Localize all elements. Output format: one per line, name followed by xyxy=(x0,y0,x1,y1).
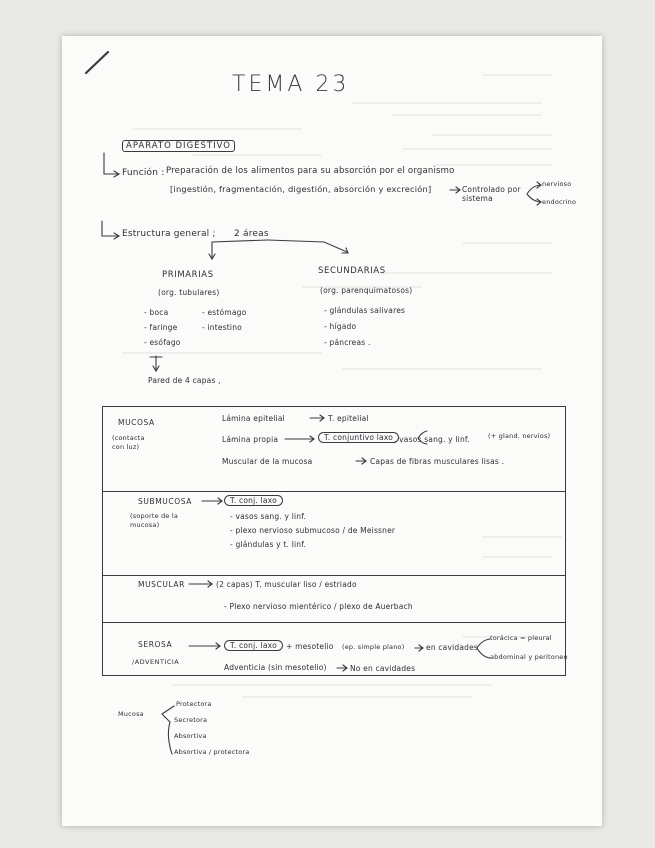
section-box: APARATO DIGESTIVO xyxy=(122,140,235,152)
primarias-title: PRIMARIAS xyxy=(162,270,214,280)
separator-2 xyxy=(103,575,565,576)
submucosa-vasos: - vasos sang. y linf. xyxy=(230,512,307,521)
mucosa-name: MUCOSA xyxy=(118,418,155,427)
tree-to-primarias xyxy=(212,240,268,258)
funcion-label: Función : xyxy=(122,168,165,178)
submucosa-note: (soporte de la mucosa) xyxy=(130,512,179,529)
serosa-cavidades: en cavidades xyxy=(426,643,479,652)
adventicia-name: /ADVENTICIA xyxy=(132,658,180,666)
tree-to-secundarias xyxy=(268,240,347,252)
system-nervioso: nervioso xyxy=(542,180,572,188)
mucosa-gland-note: (+ gland. nervios) xyxy=(488,432,551,440)
primarias-subtitle: (org. tubulares) xyxy=(158,288,220,297)
organ-intestino: - intestino xyxy=(202,323,242,332)
pared-capas: Pared de 4 capas , xyxy=(148,376,221,385)
organ-esofago: - esófago xyxy=(144,338,181,347)
mucosa-t-conjuntivo: T. conjuntivo laxo xyxy=(318,432,399,443)
muscular-plexo: - Plexo nervioso mientérico / plexo de Auerbach xyxy=(224,602,413,611)
muscular-name: MUSCULAR xyxy=(138,580,185,589)
submucosa-glandulas: - glándulas y t. linf. xyxy=(230,540,307,549)
organ-glandulas: - glándulas salivares xyxy=(324,306,406,315)
funcion-line2: [ingestión, fragmentación, digestión, absorción y excreción] xyxy=(170,184,432,194)
cavity-abdominal: abdominal y peritoneo xyxy=(490,653,568,661)
separator-1 xyxy=(103,491,565,492)
organ-estomago: - estómago xyxy=(202,308,247,317)
serosa-epi: (ep. simple plano) xyxy=(342,643,405,651)
cavity-toracica: torácica = pleural xyxy=(490,634,552,642)
secundarias-title: SECUNDARIAS xyxy=(318,266,386,276)
mucosa-vasos: , vasos sang. y linf. xyxy=(394,435,470,444)
mucosa-fibras: Capas de fibras musculares lisas . xyxy=(370,457,505,466)
connector-funcion xyxy=(104,153,118,174)
notebook-page xyxy=(62,36,602,826)
muscular-value: (2 capas) T. muscular liso / estriado xyxy=(216,580,357,589)
submucosa-t-conj: T. conj. laxo xyxy=(224,495,283,506)
mucosa-type-protectora: Protectora xyxy=(176,700,212,708)
mucosa-t-epitelial: T. epitelial xyxy=(328,414,369,423)
pen-slash-mark xyxy=(86,52,108,73)
adventicia-note: No en cavidades xyxy=(350,664,416,673)
arrow-to-pared xyxy=(150,356,162,370)
page-title: TEMA 23 xyxy=(232,72,350,97)
organ-pancreas: - páncreas . xyxy=(324,338,371,347)
mucosa-muscular: Muscular de la mucosa xyxy=(222,457,313,466)
mucosa-types-label: Mucosa xyxy=(118,710,144,718)
mucosa-type-absortiva-protectora: Absortiva / protectora xyxy=(174,748,250,756)
secundarias-subtitle: (org. parenquimatosos) xyxy=(320,286,413,295)
system-endocrino: endocrino xyxy=(542,198,577,206)
submucosa-name: SUBMUCOSA xyxy=(138,497,192,506)
controlled-by: Controlado por sistema xyxy=(462,185,521,203)
adventicia-desc: Adventicia (sin mesotelio) xyxy=(224,663,327,672)
estructura-label: Estructura general ; xyxy=(122,229,216,239)
serosa-mesotelio: + mesotelio xyxy=(286,642,334,651)
mucosa-type-secretora: Secretora xyxy=(174,716,208,724)
organ-faringe: - faringe xyxy=(144,323,178,332)
mucosa-lamina-epitelial: Lámina epitelial xyxy=(222,414,285,423)
organ-higado: - hígado xyxy=(324,322,357,331)
organ-boca: - boca xyxy=(144,308,169,317)
mucosa-lamina-propia: Lámina propia xyxy=(222,435,279,444)
separator-3 xyxy=(103,622,565,623)
serosa-name: SEROSA xyxy=(138,640,173,649)
serosa-t-conj: T. conj. laxo xyxy=(224,640,283,651)
brace-mucosa-types xyxy=(162,706,174,754)
mucosa-note: (contacta con luz) xyxy=(112,434,145,451)
estructura-areas: 2 áreas xyxy=(234,229,269,239)
funcion-line1: Preparación de los alimentos para su absorción por el organismo xyxy=(166,166,455,176)
submucosa-plexo: - plexo nervioso submucoso / de Meissner xyxy=(230,526,396,535)
mucosa-type-absortiva: Absortiva xyxy=(174,732,207,740)
